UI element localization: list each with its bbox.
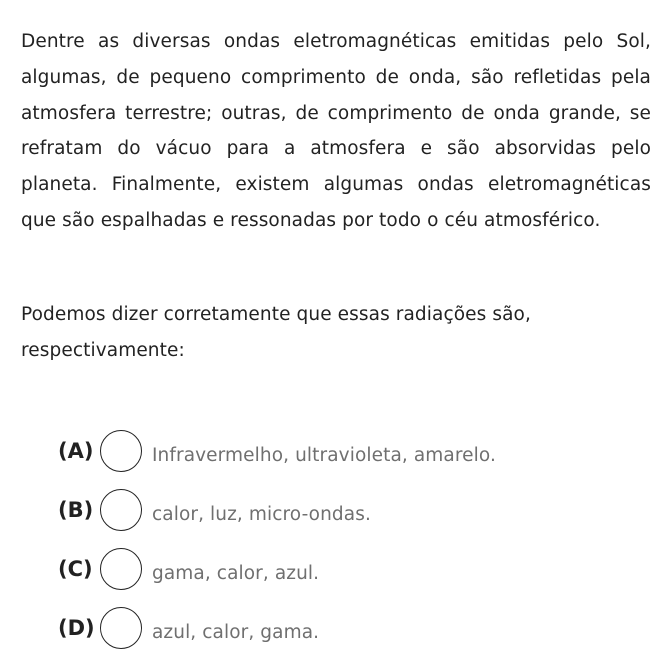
option-a-text: Infravermelho, ultravioleta, amarelo.: [152, 444, 496, 466]
option-d-letter: (D): [58, 616, 95, 640]
option-a[interactable]: [58, 428, 496, 474]
option-b[interactable]: [58, 487, 371, 533]
question-text: Podemos dizer corretamente que essas radiações são, respectivamente:: [21, 304, 531, 361]
option-c[interactable]: [58, 546, 319, 592]
option-c-radio[interactable]: [100, 548, 142, 590]
option-b-text: calor, luz, micro-ondas.: [152, 503, 371, 525]
option-d-text: azul, calor, gama.: [152, 621, 320, 643]
passage-text: Dentre as diversas ondas eletromagnéticas emitidas pelo Sol, algumas, de pequeno comprimento de onda, são refletidas pela atmosfera terrestre; outras, de comprimento de onda grande, se refratam do vácuo para a atmosfera e são absorvidas pelo planeta. Finalmente, existem algumas ondas eletromagnéticas que são espalhadas e ressonadas por todo o céu atmosférico.: [21, 31, 651, 231]
option-a-letter: (A): [58, 439, 94, 463]
option-b-radio[interactable]: [100, 489, 142, 531]
option-d-radio[interactable]: [100, 607, 142, 649]
option-c-text: gama, calor, azul.: [152, 562, 320, 584]
option-d[interactable]: [58, 605, 319, 651]
option-c-letter: (C): [58, 557, 93, 581]
option-a-radio[interactable]: [100, 430, 142, 472]
option-b-letter: (B): [58, 498, 94, 522]
